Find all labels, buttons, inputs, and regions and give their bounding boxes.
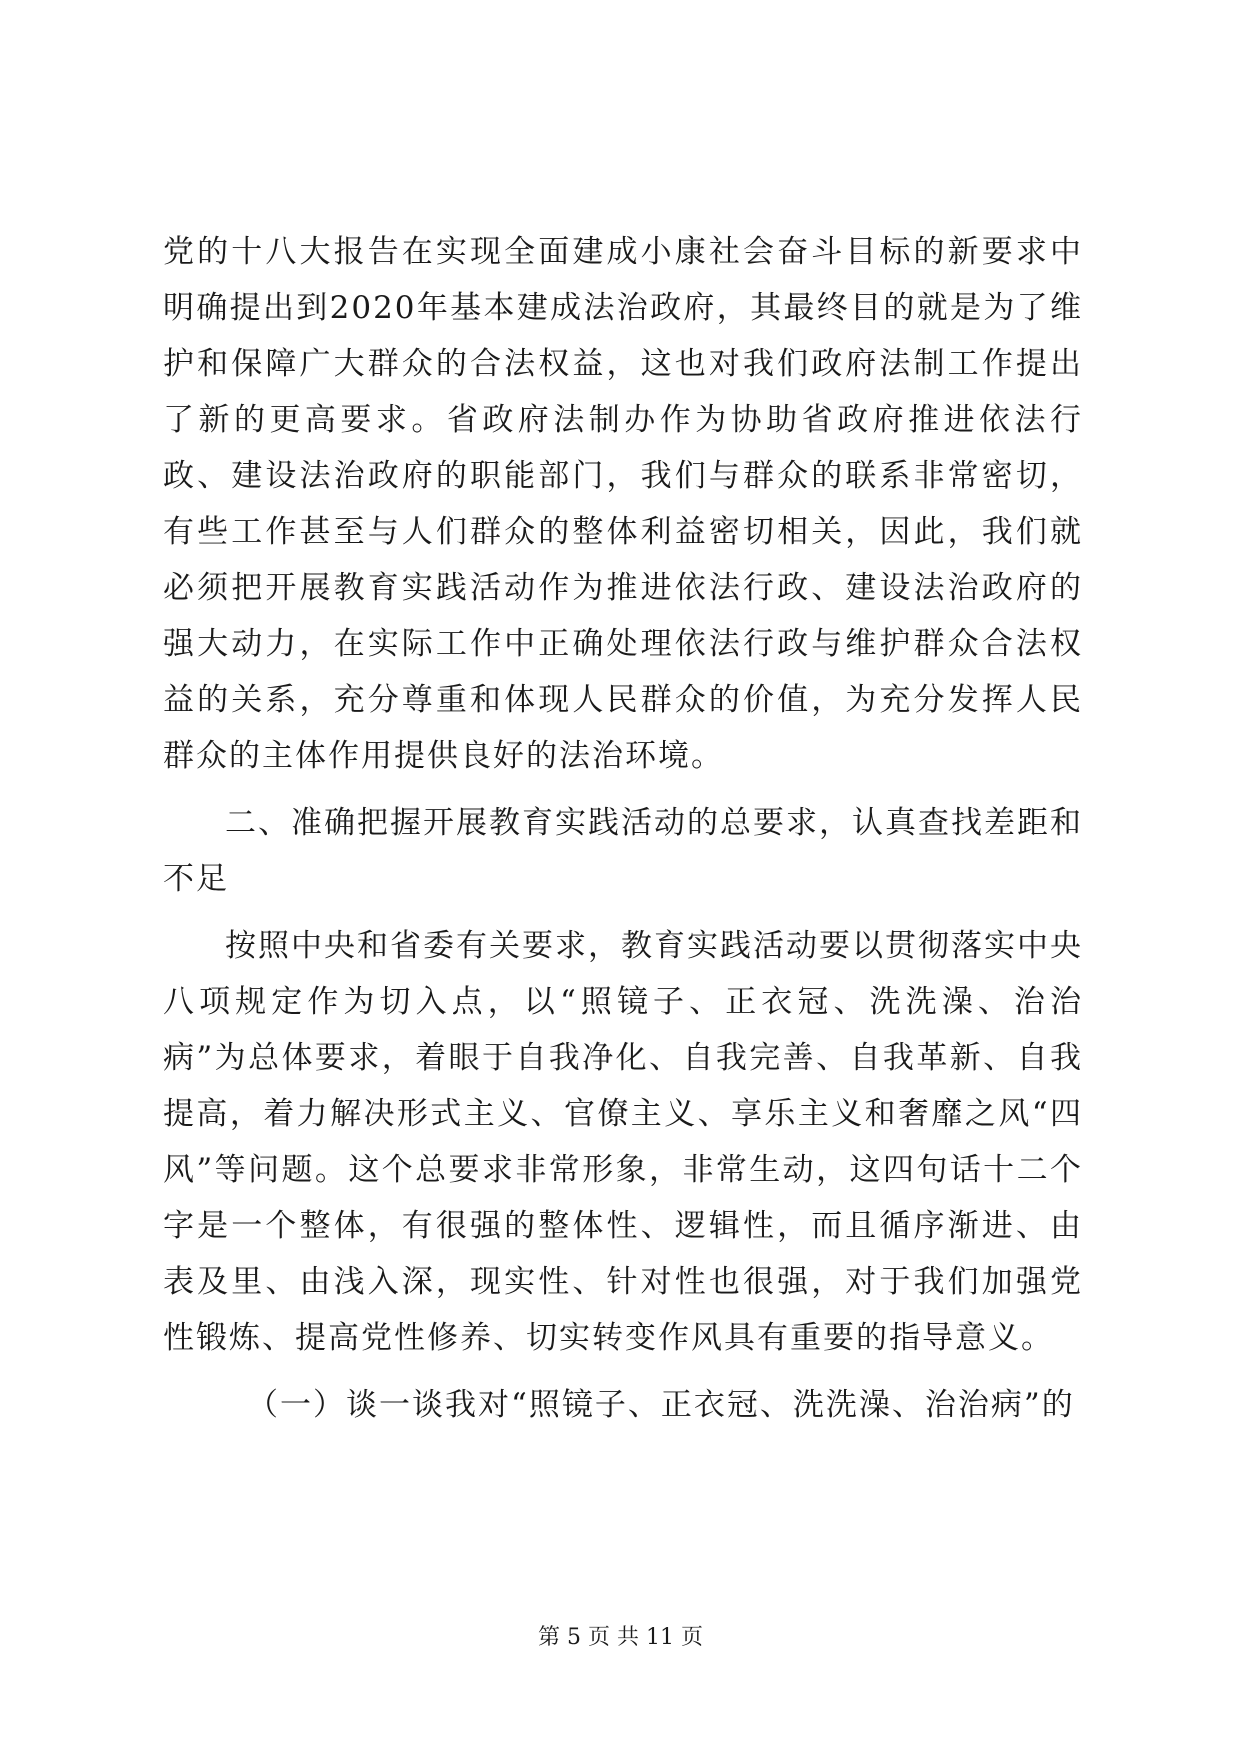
subsection-heading: （一）谈一谈我对“照镜子、正衣冠、洗洗澡、治治病”的 (247, 1387, 1075, 1423)
page-number-footer: 第 5 页 共 11 页 (538, 1625, 703, 1650)
document-body (163, 224, 1083, 1433)
paragraph: 按照中央和省委有关要求，教育实践活动要以贯彻落实中央八项规定作为切入点，以“照镜子、正衣冠、洗洗澡、治治病”为总体要求，着眼于自我净化、自我完善、自我革新、自我提高，着力解决形式主义、官僚主义、享乐主义和奢靡之风“四风”等问题。这个总要求非常形象，非常生动，这四句话十二个字是一个整体，有很强的整体性、逻辑性，而且循序渐进、由表及里、由浅入深，现实性、针对性也很强，对于我们加强党性锻炼、提高党性修养、切实转变作风具有重要的指导意义。 (163, 928, 1083, 1356)
paragraph-continuation: 党的十八大报告在实现全面建成小康社会奋斗目标的新要求中明确提出到2020年基本建成法治政府，其最终目的就是为了维护和保障广大群众的合法权益，这也对我们政府法制工作提出了新的更高要求。省政府法制办作为协助省政府推进依法行政、建设法治政府的职能部门，我们与群众的联系非常密切，有些工作甚至与人们群众的整体利益密切相关，因此，我们就必须把开展教育实践活动作为推进依法行政、建设法治政府的强大动力，在实际工作中正确处理依法行政与维护群众合法权益的关系，充分尊重和体现人民群众的价值，为充分发挥人民群众的主体作用提供良好的法治环境。 (163, 234, 1083, 774)
section-heading: 二、准确把握开展教育实践活动的总要求，认真查找差距和不足 (163, 805, 1083, 897)
